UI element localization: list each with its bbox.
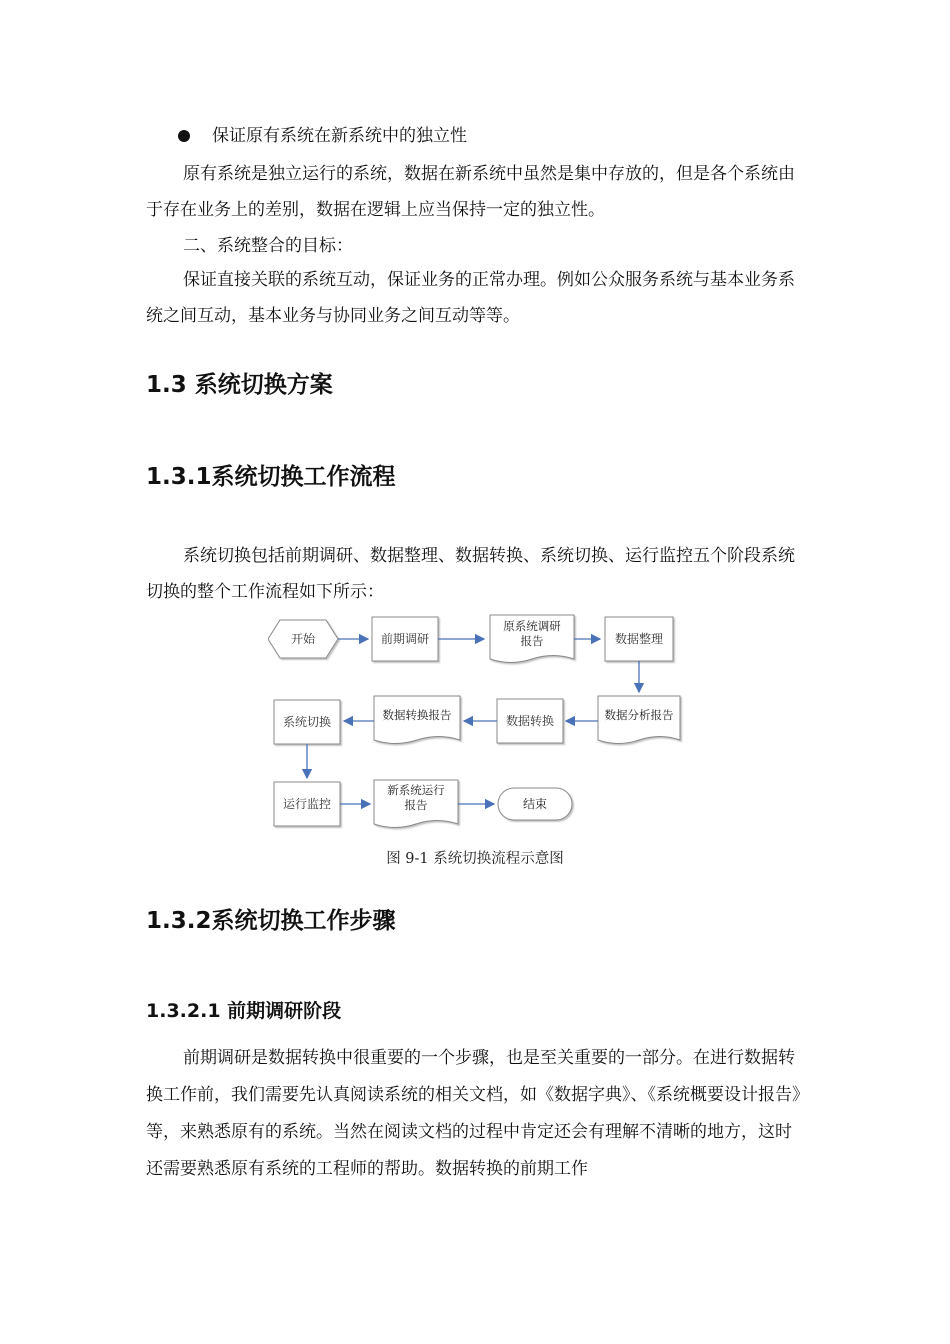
flow-switch-label: 系统切换 — [282, 715, 332, 729]
bullet-dot-icon — [178, 130, 190, 142]
flow-end-label: 结束 — [522, 797, 548, 811]
paragraph-research-stage: 前期调研是数据转换中很重要的一个步骤，也是至关重要的一部分。在进行数据转换工作前，我们需要先认真阅读系统的相关文档，如《数据字典》、《系统概要设计报告》等，来熟悉原有的系统。当然在阅读文档的过程中肯定还会有理解不清晰的地方，这时还需要熟悉原有系统的工程师的帮助。数据转换的前期工作 — [146, 1048, 801, 1179]
heading-1-3-2: 1.3.2系统切换工作步骤 — [146, 908, 396, 934]
flow-switch-node — [274, 700, 340, 744]
flow-organize-label: 数据整理 — [614, 632, 664, 646]
flow-organize-node — [605, 617, 673, 661]
flow-convert-node — [497, 699, 563, 743]
flow-report-label-1: 原系统调研 — [503, 619, 561, 633]
flow-convert-report-label: 数据转换报告 — [382, 708, 452, 722]
flow-start-node — [268, 620, 338, 658]
heading-1-3-1: 1.3.1系统切换工作流程 — [146, 464, 396, 490]
figure-caption: 图 9-1 系统切换流程示意图 — [386, 851, 564, 867]
flow-research-report-node — [490, 615, 574, 663]
heading-1-3-2-1: 1.3.2.1 前期调研阶段 — [146, 1000, 342, 1022]
flow-analysis-report-label: 数据分析报告 — [604, 708, 674, 722]
flow-research-label: 前期调研 — [380, 632, 430, 646]
flow-run-report-label-1: 新系统运行 — [387, 783, 445, 797]
flow-end-node — [498, 788, 572, 820]
paragraph-independence: 原有系统是独立运行的系统，数据在新系统中虽然是集中存放的，但是各个系统由于存在业务上的差别，数据在逻辑上应当保持一定的独立性。 — [146, 164, 795, 220]
flow-report-label-2: 报告 — [520, 634, 544, 648]
flow-analysis-report-node — [598, 696, 680, 744]
flow-monitor-node — [274, 782, 340, 826]
flowchart — [268, 612, 688, 837]
bullet-text: 保证原有系统在新系统中的独立性 — [212, 126, 467, 146]
flow-convert-report-node — [374, 696, 460, 744]
paragraph-goal-heading: 二、系统整合的目标： — [183, 236, 353, 256]
flow-run-report-label-2: 报告 — [404, 798, 428, 812]
flow-monitor-label: 运行监控 — [282, 797, 332, 811]
heading-1-3: 1.3 系统切换方案 — [146, 372, 333, 398]
bullet-item — [178, 120, 467, 152]
flow-run-report-node — [374, 780, 458, 828]
paragraph-switch-overview: 系统切换包括前期调研、数据整理、数据转换、系统切换、运行监控五个阶段系统切换的整个工作流程如下所示： — [146, 546, 795, 602]
paragraph-goal: 保证直接关联的系统互动，保证业务的正常办理。例如公众服务系统与基本业务系统之间互动，基本业务与协同业务之间互动等等。 — [146, 270, 795, 326]
flow-convert-label: 数据转换 — [505, 714, 555, 728]
flow-start-label: 开始 — [290, 632, 316, 646]
flow-research-node — [372, 617, 438, 661]
